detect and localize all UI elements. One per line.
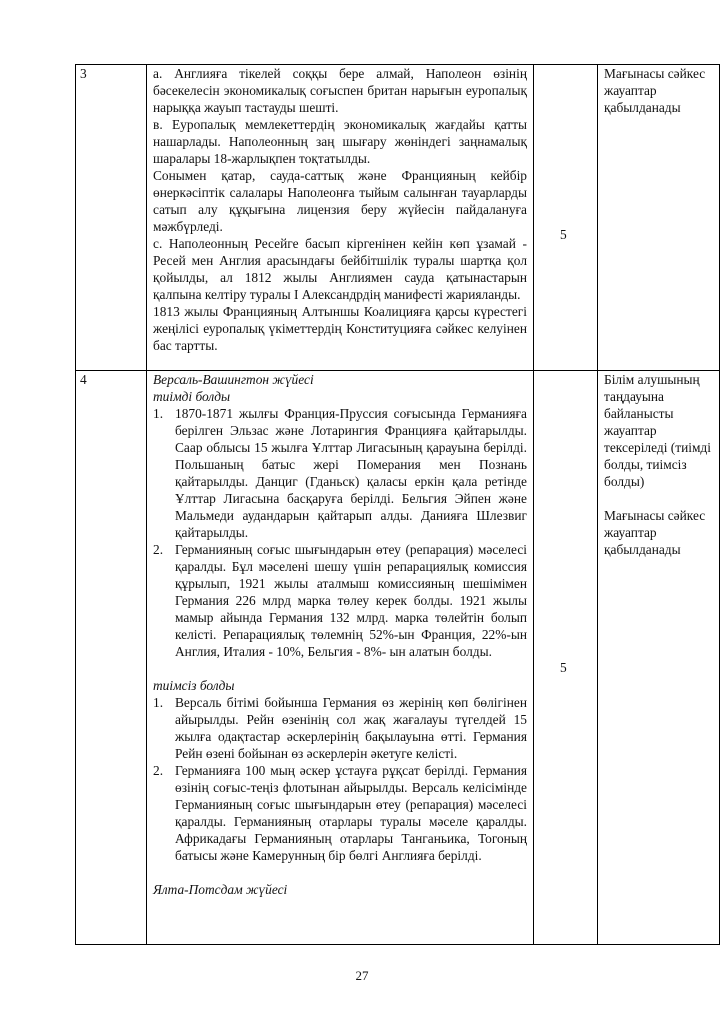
list-item <box>153 541 527 660</box>
list-number: 2. <box>153 763 164 778</box>
grading-note: Мағынасы сәйкес жауаптар қабылданады <box>604 66 706 115</box>
list-item <box>153 694 527 762</box>
paragraph: в. Еуропалық мемлекеттердің экономикалық жағдайы қатты нашарлады. Наполеонның заң шығару жөніндегі заңнамалық шаралары 18-жарлықпен тоқтатылды. <box>153 117 527 166</box>
paragraph: Сонымен қатар, сауда-саттық және Францияның кейбір өнеркәсіптік салалары Наполеонға тыйым салынған тауарларды сатып алу құқығына лицензия беру жүйесін пайдалануға мәжбүрледі. <box>153 168 527 234</box>
next-system-title: Ялта-Потсдам жүйесі <box>153 882 288 897</box>
score-value: 5 <box>560 227 567 242</box>
paragraph: а. Англияға тікелей соққы бере алмай, Наполеон өзінің бәсекелесін экономикалық соғыспен британ нарығын еуропалық нарыққа жауып тастауды шешті. <box>153 66 527 115</box>
grading-note: Білім алушының таңдауына байланысты жауаптар тексеріледі (тиімді болды, тиімсіз болды) <box>604 372 711 489</box>
row-number: 4 <box>76 371 147 945</box>
list-item-text: Германияға 100 мың әскер ұстауға рұқсат берілді. Германия өзінің соғыс-теңіз флотынан айырылды. Версаль келісімінде Германияның соғыс шығындарын өтеу (репарация) мәселесі қаралды. Германияның отарлары туралы мәселе қаралды. Африкадағы Германияның отарлары Танганьика, Тогоның батысы және Камерунның бір бөлгі Англияға берілді. <box>175 763 527 863</box>
page-number: 27 <box>355 968 369 983</box>
ineffective-heading: тиімсіз болды <box>153 678 235 693</box>
effective-heading: тиімді болды <box>153 389 231 404</box>
list-item-text: Версаль бітімі бойынша Германия өз жерінің көп бөлігінен айырылды. Рейн өзенінің сол жақ жағалауы түгелдей 15 жылға одақтастар әскерлерінің бақылауына өтті. Германия Рейн өзені бойынан өз әскерлерін әкетуге келісті. <box>175 695 527 761</box>
paragraph: с. Наполеонның Ресейге басып кіргенінен кейін көп ұзамай - Ресей мен Англия арасындағы бейбітшілік туралы шартқа қол қойылды, ал 1812 жылы Англиямен сауда қатынастарын қалпына келтіру туралы I Александрдің манифесті жарияланды. <box>153 236 527 302</box>
score-cell <box>534 371 598 945</box>
score-cell <box>534 65 598 371</box>
list-item-text: 1870-1871 жылғы Франция-Пруссия соғысында Германияға берілген Эльзас және Лотарингия Францияға қайтарылды. Саар облысы 15 жылға Ұлттар Лигасының қарауына берілді. Польшаның батыс жері Померания мен Познань қайтарылды. Данциг (Гданьск) қаласы еркін қала ретінде Ұлттар Лигасына басқаруға берілді. Бельгия Эйпен және Мальмеди аудандарын қайтарып алды. Данияға Шлезвиг қайтарылды. <box>175 406 527 540</box>
note-cell <box>598 371 720 945</box>
system-title: Версаль-Вашингтон жүйесі <box>153 372 314 387</box>
table-row <box>76 371 720 945</box>
list-number: 2. <box>153 542 164 557</box>
table-row <box>76 65 720 371</box>
list-number: 1. <box>153 695 164 710</box>
answer-text <box>147 371 534 945</box>
list-number: 1. <box>153 406 164 421</box>
effective-list <box>153 405 527 660</box>
ineffective-list <box>153 694 527 864</box>
grading-note: Мағынасы сәйкес жауаптар қабылданады <box>604 508 706 557</box>
note-cell <box>598 65 720 371</box>
list-item-text: Германияның соғыс шығындарын өтеу (репарация) мәселесі қаралды. Бұл мәселені шешу үшін репарациялық комиссия құрылып, 1921 жылы аталмыш комиссияның шешімімен Германия 226 млрд марка төлеу керек болды. 1921 жылы мамыр айында Германия 132 млрд. марка төлейтін болып келісті. Репарациялық төлемнің 52%-ын Франция, 22%-ын Англия, Италия - 10%, Бельгия - 8%- ын алатын болды. <box>175 542 527 659</box>
paragraph: 1813 жылы Францияның Алтыншы Коалицияға қарсы күрестегі жеңілісі еуропалық үкіметтердің Конституцияға сәйкес келуінен бас тартты. <box>153 304 527 353</box>
score-value: 5 <box>560 660 567 675</box>
list-item <box>153 405 527 541</box>
list-item <box>153 762 527 864</box>
answer-table <box>75 64 720 945</box>
answer-text <box>147 65 534 371</box>
row-number: 3 <box>76 65 147 371</box>
